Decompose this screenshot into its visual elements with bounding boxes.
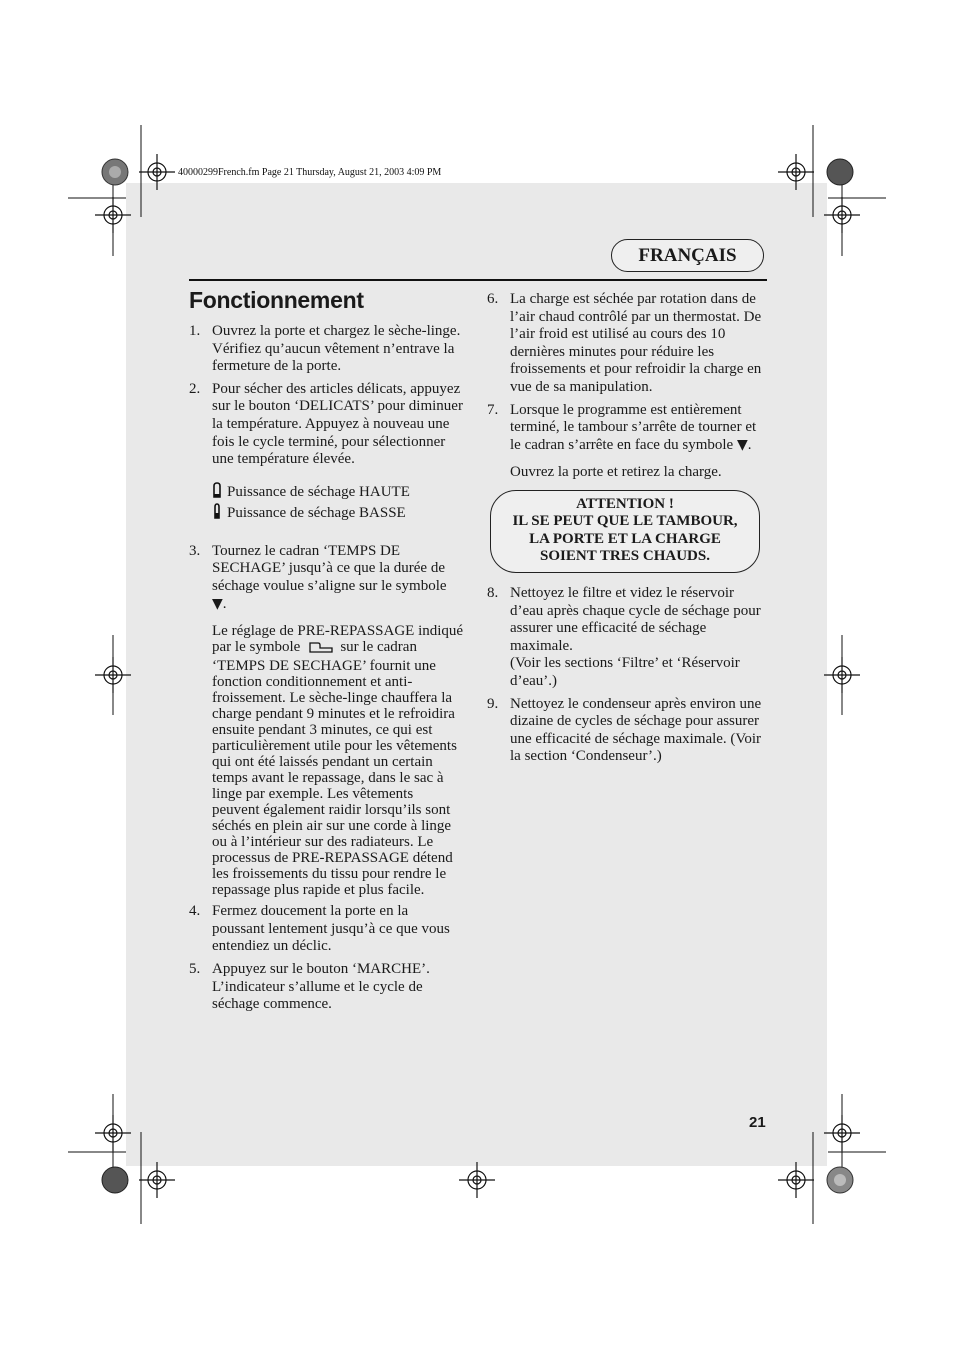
item-text: Pour sécher des articles délicats, appuyez sur le bouton ‘DELICATS’ pour diminuer la température. Appuyez à nouveau une fois le cycle terminé, pour sélectionner une température élevée. bbox=[212, 380, 463, 468]
right-column bbox=[487, 291, 762, 771]
item-number: 8. bbox=[487, 584, 499, 601]
triangle-symbol: ▼ bbox=[212, 595, 223, 612]
item-text: Fermez doucement la porte en la poussant lentement jusqu’à ce que vous entendiez un déclic. bbox=[212, 903, 450, 955]
item-number: 9. bbox=[487, 695, 499, 712]
legend-low-label: Puissance de séchage BASSE bbox=[227, 505, 406, 522]
item-number: 7. bbox=[487, 401, 499, 418]
list-item bbox=[189, 903, 464, 956]
attention-line: LA PORTE ET LA CHARGE bbox=[529, 530, 721, 547]
low-power-icon bbox=[212, 503, 227, 525]
list-item bbox=[189, 381, 464, 469]
item-body bbox=[212, 543, 464, 898]
item-number: 1. bbox=[189, 323, 201, 339]
item-text bbox=[212, 543, 464, 613]
item-text: Nettoyez le condenseur après environ une dizaine de cycles de séchage pour assurer une efficacité de séchage maximale. (Voir la section ‘Condenseur’.) bbox=[510, 695, 762, 765]
language-badge: FRANÇAIS bbox=[611, 239, 764, 272]
item-text-main: Tournez le cadran ‘TEMPS DE SECHAGE’ jusqu’à ce que la durée de séchage voulue s’aligne sur le symbole bbox=[212, 542, 447, 594]
legend-high-label: Puissance de séchage HAUTE bbox=[227, 484, 410, 501]
list-item bbox=[487, 696, 762, 766]
page-title: Fonctionnement bbox=[189, 287, 364, 313]
left-column bbox=[189, 323, 464, 1019]
item-number: 6. bbox=[487, 291, 499, 307]
legend-row-high bbox=[212, 483, 464, 504]
item-text-suffix: . bbox=[747, 436, 752, 453]
item-text-suffix: . bbox=[222, 595, 227, 612]
list-item bbox=[487, 402, 762, 482]
list-item bbox=[487, 585, 762, 691]
legend-row-low bbox=[212, 504, 464, 525]
item-after-text: Ouvrez la porte et retirez la charge. bbox=[510, 464, 722, 481]
list-item bbox=[189, 323, 464, 376]
pre-iron-text-b: sur le cadran ‘TEMPS DE SECHAGE’ fournit une fonction conditionnement et anti-froissement. Le sèche-linge chauffera la charge pendant 9 minutes et le refroidira ensuite pendant 3 minutes, ce qui est particulièrement utile pour les vêtements qui ont été laissés pendant un certain temps avant le repassage, dans le sac à linge par exemple. Les vêtements peuvent également raidir lorsqu’ils sont séchés en plein air sur une corde à linge ou à l’intérieur sur des radiateurs. Le processus de PRE-REPASSAGE détend les froissements du tissu pour rendre le repassage plus rapide et plus facile. bbox=[212, 639, 457, 899]
triangle-symbol: ▼ bbox=[736, 436, 748, 453]
high-power-icon bbox=[212, 482, 227, 504]
item-text: La charge est séchée par rotation dans de l’air chaud contrôlé par un thermostat. De l’air froid est utilisé au cours des 10 dernières minutes pour réduire les froissements et pour refroidir la charge en vue de sa manipulation. bbox=[510, 291, 762, 395]
attention-line: IL SE PEUT QUE LE TAMBOUR, bbox=[512, 513, 738, 530]
item-number: 3. bbox=[189, 542, 201, 559]
attention-line: ATTENTION ! bbox=[576, 495, 674, 512]
item-text-main: Lorsque le programme est entièrement terminé, le tambour s’arrête de tourner et le cadran s’arrête en face du symbole bbox=[510, 401, 757, 453]
list-item bbox=[487, 291, 762, 397]
item-note: (Voir les sections ‘Filtre’ et ‘Réservoir d’eau’.) bbox=[510, 655, 740, 689]
item-body bbox=[510, 402, 762, 482]
item-text: Appuyez sur le bouton ‘MARCHE’. L’indicateur s’allume et le cycle de séchage commence. bbox=[212, 960, 430, 1013]
page-number: 21 bbox=[749, 1114, 766, 1131]
item-text bbox=[510, 402, 762, 455]
item-number: 4. bbox=[189, 903, 201, 920]
item-text: Ouvrez la porte et chargez le sèche-linge. Vérifiez qu’aucun vêtement n’entrave la fermeture de la porte. bbox=[212, 323, 461, 375]
list-item bbox=[189, 961, 464, 1014]
header-rule bbox=[189, 279, 767, 281]
print-slug: 40000299French.fm Page 21 Thursday, August 21, 2003 4:09 PM bbox=[178, 167, 442, 178]
item-body bbox=[510, 585, 762, 691]
attention-line: SOIENT TRES CHAUDS. bbox=[540, 548, 710, 565]
pre-iron-paragraph bbox=[212, 623, 464, 898]
pre-iron-text-a: Le réglage de PRE-REPASSAGE indiqué par le symbole bbox=[212, 623, 464, 656]
pre-iron-icon bbox=[308, 640, 334, 658]
attention-callout bbox=[490, 490, 760, 573]
item-number: 2. bbox=[189, 380, 201, 397]
item-number: 5. bbox=[189, 960, 201, 977]
power-legend bbox=[212, 483, 464, 525]
item-text: Nettoyez le filtre et videz le réservoir d’eau après chaque cycle de séchage pour assurer une efficacité de séchage maximale. bbox=[510, 584, 761, 654]
list-item bbox=[189, 543, 464, 898]
